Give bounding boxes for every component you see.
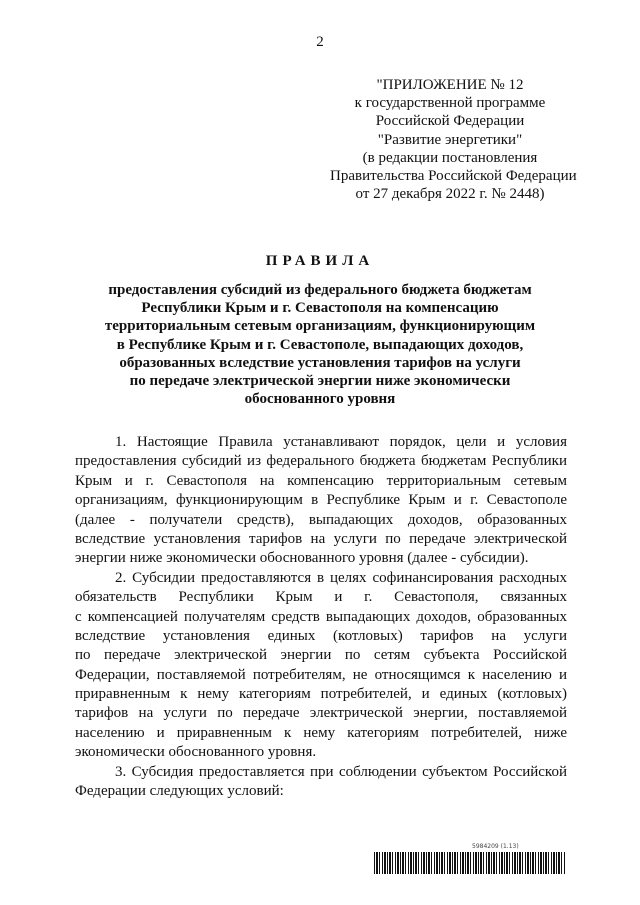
text-line: Крым и г. Севастополя на компенсацию территориальным сетевым	[75, 472, 567, 489]
text-line: по передаче электрической энергии по сетям субъекта Российской	[75, 647, 567, 664]
paragraph-3	[75, 763, 567, 802]
appendix-line: к государственной программе	[354, 95, 546, 112]
appendix-line: Российской Федерации	[375, 113, 525, 130]
text-line: приравненным к нему категориям потребителей, и единых (котловых)	[75, 686, 567, 703]
appendix-line: "ПРИЛОЖЕНИЕ № 12	[376, 77, 524, 93]
document-body	[75, 433, 567, 801]
appendix-header	[330, 76, 577, 203]
text-line: населению и приравненным к нему категориям потребителей, ниже	[75, 724, 567, 741]
appendix-line: от 27 декабря 2022 г. № 2448)	[355, 186, 545, 203]
subtitle-line: в Республике Крым и г. Севастополе, выпадающих доходов,	[116, 336, 524, 353]
text-line: 1. Настоящие Правила устанавливают порядок, цели и условия	[115, 434, 567, 450]
text-line: вследствие установления тарифов на услуги по передаче электрической	[75, 530, 567, 547]
text-line: предоставления субсидий из федерального бюджета бюджетам Республики	[75, 453, 567, 470]
document-subtitle	[70, 281, 570, 408]
text-line: тарифов на услуги по передаче электрической энергии, поставляемой	[75, 705, 567, 722]
subtitle-line: обоснованного уровня	[244, 391, 396, 408]
subtitle-line: предоставления субсидий из федерального бюджета бюджетам	[108, 282, 532, 298]
appendix-line: "Развитие энергетики"	[377, 131, 523, 148]
text-line: 3. Субсидия предоставляется при соблюдении субъектом Российской	[115, 763, 567, 780]
text-line: вследствие установления единых (котловых) тарифов на услуги	[75, 627, 567, 644]
barcode-image	[374, 852, 566, 874]
text-line: организациям, функционирующим в Республике Крым и г. Севастополе	[75, 492, 567, 509]
subtitle-line: территориальным сетевым организациям, функционирующим	[104, 318, 536, 335]
subtitle-line: Республики Крым и г. Севастополя на компенсацию	[141, 300, 499, 317]
text-line: Федерации следующих условий:	[75, 783, 284, 800]
text-line: (далее - получатели средств), выпадающих доходов, образованных	[75, 511, 567, 528]
text-line: энергии ниже экономически обоснованного уровня (далее - субсидии).	[75, 550, 529, 567]
text-line: экономически обоснованного уровня.	[75, 744, 317, 761]
appendix-line: (в редакции постановления	[362, 149, 538, 166]
text-line: обязательств Республики Крым и г. Севастополя, связанных	[75, 589, 567, 606]
document-title: ПРАВИЛА	[265, 253, 375, 269]
paragraph-2	[75, 569, 567, 763]
subtitle-line: образованных вследствие установления тарифов на услуги	[119, 354, 521, 371]
text-line: с компенсацией получателям средств выпадающих доходов, образованных	[75, 608, 567, 625]
page-number: 2	[316, 34, 324, 50]
text-line: 2. Субсидии предоставляются в целях софинансирования расходных	[115, 569, 567, 586]
document-code: 5984209 (1.13)	[472, 843, 519, 850]
text-line: Федерации, поставляемой потребителям, не относящимся к населению и	[75, 666, 567, 683]
subtitle-line: по передаче электрической энергии ниже экономически	[129, 373, 511, 390]
paragraph-1	[75, 433, 567, 569]
appendix-line: Правительства Российской Федерации	[330, 168, 577, 185]
